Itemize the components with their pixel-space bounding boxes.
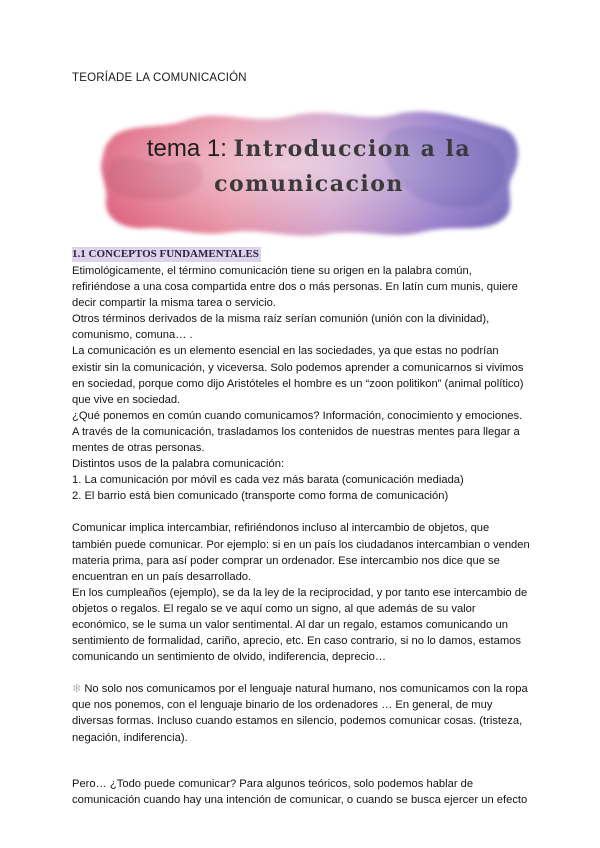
paragraph: Etimológicamente, el término comunicación tiene su origen en la palabra común, refiriéndose a una cosa compartida entre dos o más personas. En latín cum munis, quiere decir compartir la misma tarea o servicio.	[72, 265, 518, 310]
asterisk-icon: ✻	[72, 683, 82, 696]
closing-paragraph: Pero… ¿Todo puede comunicar? Para algunos teóricos, solo podemos hablar de comunicación cuando hay una intención de comunicar, o cuando se busca ejercer un efecto	[72, 777, 528, 806]
paragraph: Comunicar implica intercambiar, refiriéndonos incluso al intercambio de objetos, que también puede comunicar. Por ejemplo: si en un país los ciudadanos intercambian o venden materia prima, para así poder comprar un ordenador. Ese intercambio nos dice que se encuentran en un país desarrollado.	[72, 522, 530, 583]
paragraph: La comunicación es un elemento esencial en las sociedades, ya que estas no podrían existir sin la comunicación, y viceversa. Solo podemos aprender a comunicarnos si vivimos en sociedad, porque como dijo Aristóteles el hombre es un “zoon politikon” (animal político) que vive en sociedad.	[72, 345, 524, 406]
paragraph: Distintos usos de la palabra comunicación:	[72, 458, 285, 471]
list-item: 2. El barrio está bien comunicado (transporte como forma de comunicación)	[72, 490, 449, 503]
note-text: No solo nos comunicamos por el lenguaje natural humano, nos comunicamos con la ropa que nos ponemos, con el lenguaje binario de los ordenadores … En general, de muy diversas formas. Incluso cuando estamos en silencio, podemos comunicar cosas. (tristeza, negación, indiferencia).	[72, 683, 528, 744]
note-paragraph	[72, 681, 530, 745]
document-body	[72, 246, 530, 808]
list-item: 1. La comunicación por móvil es cada vez más barata (comunicación mediada)	[72, 474, 464, 487]
paragraph: A través de la comunicación, trasladamos los contenidos de nuestras mentes para llegar a mentes de otras personas.	[72, 425, 520, 455]
spacer	[72, 665, 530, 681]
banner-title	[92, 132, 526, 203]
section-heading: 1.1 CONCEPTOS FUNDAMENTALES	[72, 248, 259, 260]
spacer	[72, 504, 530, 520]
document-header-label: TEORÍADE LA COMUNICACIÓN	[72, 72, 247, 84]
paragraph: Otros términos derivados de la misma raíz serían comunión (unión con la divinidad), comunismo, comuna… .	[72, 313, 490, 342]
title-banner	[92, 100, 526, 245]
spacer	[72, 746, 530, 776]
paragraph: ¿Qué ponemos en común cuando comunicamos? Información, conocimiento y emociones.	[72, 409, 523, 422]
banner-title-lead: tema 1:	[146, 135, 234, 162]
paragraph: En los cumpleaños (ejemplo), se da la ley de la reciprocidad, y por tanto ese intercambio de objetos o regalos. El regalo se ve aquí como un signo, al que además de su valor económico, se le suma un valor sentimental. Al dar un regalo, estamos comunicando un sentimiento de formalidad, cariño, aprecio, etc. En caso contrario, si no lo damos, estamos comunicando un sentimiento de olvido, indiferencia, deprecio…	[72, 586, 528, 664]
banner-title-tail: Introduccion a la comunicacion	[214, 136, 472, 197]
